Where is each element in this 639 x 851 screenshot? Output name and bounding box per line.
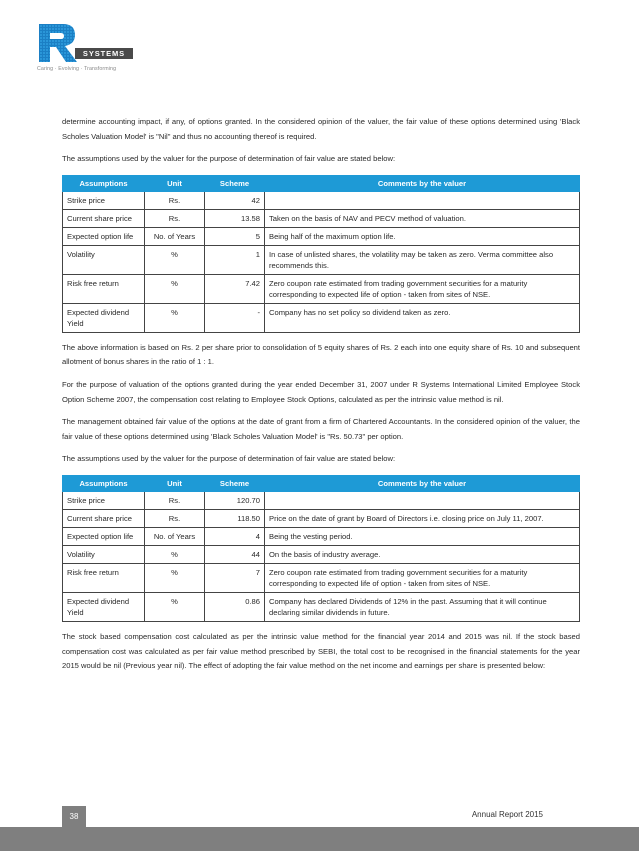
cell-assumption: Current share price xyxy=(63,509,145,527)
cell-unit: % xyxy=(145,592,205,621)
page-number: 38 xyxy=(62,806,86,827)
cell-unit: No. of Years xyxy=(145,527,205,545)
col-comments: Comments by the valuer xyxy=(265,475,580,491)
paragraph-6: The assumptions used by the valuer for the purpose of determination of fair value are stated below: xyxy=(62,454,396,464)
paragraph-5: The management obtained fair value of the options at the date of grant from a firm of Chartered Accountants. In the considered opinion of the valuer, the fair value of these options determined using 'Black Scholes Valuation Model' is "Rs. 50.73" per option. xyxy=(62,417,580,441)
cell-scheme: 7.42 xyxy=(205,274,265,303)
cell-comment: Company has no set policy so dividend taken as zero. xyxy=(265,303,580,332)
col-unit: Unit xyxy=(145,175,205,191)
cell-unit: Rs. xyxy=(145,209,205,227)
cell-assumption: Strike price xyxy=(63,191,145,209)
col-scheme: Scheme xyxy=(205,175,265,191)
logo-r-icon xyxy=(37,22,79,64)
footer-bar xyxy=(0,827,639,851)
paragraph-3: The above information is based on Rs. 2 per share prior to consolidation of 5 equity shares of Rs. 2 each into one equity share of Rs. 10 and subsequent allotment of bonus shares in the ratio of 1 : 1. xyxy=(62,342,580,367)
col-scheme: Scheme xyxy=(205,475,265,491)
col-comments: Comments by the valuer xyxy=(265,175,580,191)
assumptions-table-2 xyxy=(62,475,580,622)
cell-comment: Zero coupon rate estimated from trading government securities for a maturity corresponding to expected life of option - taken from sites of NSE. xyxy=(265,274,580,303)
report-title: Annual Report 2015 xyxy=(471,810,543,819)
cell-assumption: Risk free return xyxy=(63,274,145,303)
cell-scheme: 5 xyxy=(205,227,265,245)
cell-unit: No. of Years xyxy=(145,227,205,245)
cell-unit: Rs. xyxy=(145,491,205,509)
cell-assumption: Volatility xyxy=(63,545,145,563)
table-row xyxy=(63,303,580,332)
cell-assumption: Volatility xyxy=(63,245,145,274)
paragraph-7: The stock based compensation cost calculated as per the intrinsic value method for the financial year 2014 and 2015 was nil. If the stock based compensation cost was calculated as per fair value method prescribed by SEBI, the total cost to be recognised in the financial statements for the year 2015 would be nil (Previous year nil). The effect of adopting the fair value method on the net income and earnings per share is presented below: xyxy=(62,631,580,671)
cell-scheme: 4 xyxy=(205,527,265,545)
paragraph-4: For the purpose of valuation of the options granted during the year ended December 31, 2007 under R Systems International Limited Employee Stock Option Scheme 2007, the compensation cost relating to Employee Stock Options, calculated as per the intrinsic value method is nil. xyxy=(62,379,580,404)
cell-unit: % xyxy=(145,274,205,303)
cell-comment xyxy=(265,191,580,209)
logo-tagline: Caring · Evolving · Transforming xyxy=(37,66,117,72)
cell-scheme: 0.86 xyxy=(205,592,265,621)
table-row xyxy=(63,545,580,563)
table-row xyxy=(63,491,580,509)
company-logo xyxy=(37,22,137,78)
table-row xyxy=(63,563,580,592)
cell-comment: In case of unlisted shares, the volatility may be taken as zero. Verma committee also recommends this. xyxy=(265,245,580,274)
table-row xyxy=(63,527,580,545)
page-content xyxy=(62,115,580,682)
cell-unit: % xyxy=(145,545,205,563)
table-row xyxy=(63,509,580,527)
paragraph-1: determine accounting impact, if any, of options granted. In the considered opinion of the valuer, the fair value of these options determined using 'Black Scholes Valuation Model' is "Nil" and thus no accounting thereof is required. xyxy=(62,117,580,141)
col-assumptions: Assumptions xyxy=(63,475,145,491)
cell-unit: Rs. xyxy=(145,509,205,527)
cell-assumption: Risk free return xyxy=(63,563,145,592)
cell-unit: % xyxy=(145,563,205,592)
cell-assumption: Expected option life xyxy=(63,527,145,545)
col-assumptions: Assumptions xyxy=(63,175,145,191)
paragraph-2: The assumptions used by the valuer for the purpose of determination of fair value are stated below: xyxy=(62,154,396,164)
cell-assumption: Expected option life xyxy=(63,227,145,245)
cell-comment: Being half of the maximum option life. xyxy=(265,227,580,245)
cell-unit: % xyxy=(145,303,205,332)
cell-scheme: 120.70 xyxy=(205,491,265,509)
logo-wordmark: SYSTEMS xyxy=(75,48,133,59)
table-row xyxy=(63,274,580,303)
cell-scheme: 42 xyxy=(205,191,265,209)
cell-assumption: Expected dividend Yield xyxy=(63,303,145,332)
cell-scheme: 13.58 xyxy=(205,209,265,227)
cell-scheme: 44 xyxy=(205,545,265,563)
cell-comment: Zero coupon rate estimated from trading government securities for a maturity corresponding to expected life of option - taken from sites of NSE. xyxy=(265,563,580,592)
cell-scheme: 7 xyxy=(205,563,265,592)
cell-comment: On the basis of industry average. xyxy=(265,545,580,563)
cell-comment: Price on the date of grant by Board of Directors i.e. closing price on July 11, 2007. xyxy=(265,509,580,527)
table-row xyxy=(63,592,580,621)
cell-scheme: 1 xyxy=(205,245,265,274)
col-unit: Unit xyxy=(145,475,205,491)
table-header-row xyxy=(63,475,580,491)
table-row xyxy=(63,209,580,227)
table-row xyxy=(63,227,580,245)
cell-comment: Taken on the basis of NAV and PECV method of valuation. xyxy=(265,209,580,227)
cell-assumption: Expected dividend Yield xyxy=(63,592,145,621)
cell-comment: Company has declared Dividends of 12% in the past. Assuming that it will continue declaring similar dividends in future. xyxy=(265,592,580,621)
cell-assumption: Current share price xyxy=(63,209,145,227)
cell-scheme: 118.50 xyxy=(205,509,265,527)
table-row xyxy=(63,245,580,274)
cell-unit: Rs. xyxy=(145,191,205,209)
assumptions-table-1 xyxy=(62,175,580,333)
cell-comment xyxy=(265,491,580,509)
table-header-row xyxy=(63,175,580,191)
cell-comment: Being the vesting period. xyxy=(265,527,580,545)
cell-scheme: - xyxy=(205,303,265,332)
cell-assumption: Strike price xyxy=(63,491,145,509)
cell-unit: % xyxy=(145,245,205,274)
table-row xyxy=(63,191,580,209)
